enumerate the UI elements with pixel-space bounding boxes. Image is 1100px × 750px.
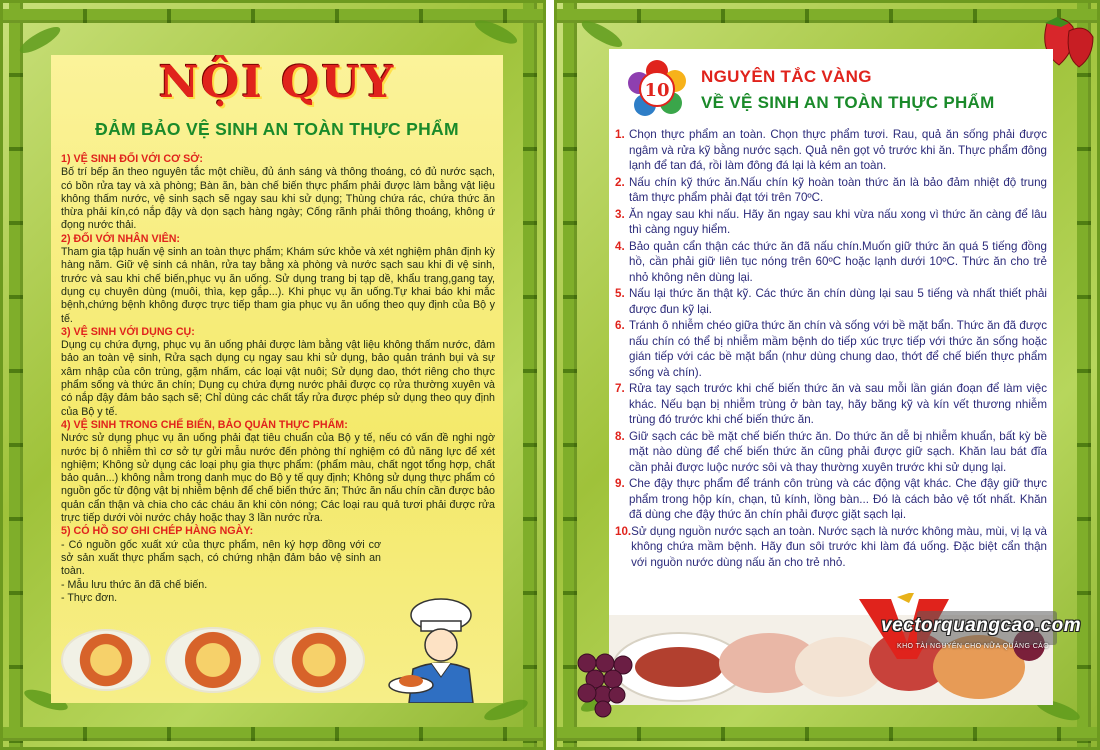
food-plate-image — [165, 627, 261, 693]
record-item: - Có nguồn gốc xuất xứ của thực phẩm, nên ký hợp đồng với cơ sở sản xuất thực phẩm sạch, có chứng nhận đảm bảo vệ sinh an toàn. — [61, 538, 381, 578]
section-1 — [61, 153, 495, 233]
rule-number: 10. — [615, 524, 632, 538]
rule-text: Tránh ô nhiễm chéo giữa thức ăn chín và sống với bề mặt bẩn. Thức ăn đã được nấu chín có thể bị nhiễm mầm bệnh do tiếp xúc trực tiếp với thức ăn sống hoặc gián tiếp với các bề mặt bẩn (như dùng chung dao, thớt để chế biến thực phẩm sống và chín). — [629, 319, 1047, 379]
rule-text: Nấu lại thức ăn thật kỹ. Các thức ăn chín dùng lại sau 5 tiếng và nhất thiết phải được đun kỹ lại. — [629, 287, 1047, 316]
rule-text: Chọn thực phẩm an toàn. Chọn thực phẩm tươi. Rau, quả ăn sống phải được ngâm và rửa kỹ bằng nước sạch. Quả nên gọt vỏ trước khi ăn. Thực phẩm đông lạnh để tan đá, rồi làm đông đá lại là kém an toàn. — [629, 128, 1047, 172]
rule-text: Rửa tay sạch trước khi chế biến thức ăn và sau mỗi lần gián đoạn để làm việc khác. Nếu bạn bị nhiễm trùng ở bàn tay, hãy băng kỹ và kín vết thương nhiễm trùng đó trước khi chế biến thức ăn. — [629, 382, 1047, 426]
logo-number: 10 — [644, 80, 670, 101]
golden-rules-list — [615, 127, 1047, 571]
section-heading: 4) VỆ SINH TRONG CHẾ BIẾN, BẢO QUẢN THỰC PHẨM: — [61, 418, 348, 431]
poster-subtitle: ĐẢM BẢO VỆ SINH AN TOÀN THỰC PHẨM — [95, 119, 459, 139]
rule-text: Nấu chín kỹ thức ăn.Nấu chín kỹ hoàn toàn thức ăn là bảo đảm nhiệt độ trung tâm thực phẩm phải đạt tới trên 70ºC. — [629, 175, 1047, 204]
rule-number: 4. — [615, 239, 625, 253]
rule-number: 7. — [615, 382, 625, 395]
watermark-subtext: KHO TÀI NGUYÊN CHO NỮA QUẢNG CÁO — [897, 643, 1050, 650]
list-item — [615, 127, 1047, 174]
ten-rules-logo-icon — [627, 59, 687, 119]
section-heading: 3) VỆ SINH VỚI DỤNG CỤ: — [61, 325, 195, 338]
section-heading: 2) ĐỐI VỚI NHÂN VIÊN: — [61, 232, 180, 245]
list-item — [615, 381, 1047, 428]
list-item — [615, 318, 1047, 380]
bamboo-frame-bottom — [3, 727, 543, 741]
section-5 — [61, 525, 495, 605]
leaf-icon — [17, 22, 64, 57]
section-body: Bố trí bếp ăn theo nguyên tắc một chiều, đủ ánh sáng và thông thoáng, có đủ nước sạch, có bồn rửa tay và xà phòng; Bàn ăn, bàn chế biến thực phẩm phải được làm bằng vật liệu không thấm nước, vệ sinh sạch sẽ ngay sau khi sử dụng; Thùng chứa rác, chứa thức ăn thừa phải kín,có nắp đậy và dọn sạch hàng ngày; Cống rãnh phải thông thoáng, không ứ đọng nước thải. — [61, 166, 495, 232]
section-body: Dụng cụ chứa đựng, phục vụ ăn uống phải được làm bằng vật liệu không thấm nước, đảm bảo an toàn vệ sinh, Rửa sạch dụng cụ ngay sau khi sử dụng, bảo quản tránh bụi và sự xâm nhập của côn trùng, gặm nhấm, các loại vật nuôi; Sử dụng dao, thớt riêng cho thực phẩm sống và thức ăn chín; Dụng cụ chứa đựng nước phải được cọ rửa thường xuyên và có nắp đậy đảm bảo sạch sẽ; Chỉ dùng các chất tẩy rửa được phép sử dụng theo quy định của Bộ y tế. — [61, 339, 495, 418]
bamboo-frame-left — [9, 3, 23, 747]
rule-number: 1. — [615, 128, 625, 141]
watermark-text: vectorquangcao.com — [881, 615, 1082, 636]
rule-number: 8. — [615, 429, 625, 443]
section-4 — [61, 419, 495, 525]
food-plates-illustration — [61, 623, 361, 695]
bamboo-frame-bottom — [557, 727, 1097, 741]
rule-text: Ăn ngay sau khi nấu. Hãy ăn ngay sau khi vừa nấu xong vì thức ăn càng để lâu thì càng nguy hiểm. — [629, 207, 1047, 236]
rule-text: Bảo quản cẩn thận các thức ăn đã nấu chín.Muốn giữ thức ăn quá 5 tiếng đồng hồ, cần phải giữ liên tục nóng trên 60ºC hoặc lạnh dưới 10ºC. Thức ăn cho trẻ nhỏ không nên dùng lại. — [629, 239, 1047, 284]
list-item — [615, 429, 1047, 476]
section-heading: 5) CÓ HỒ SƠ GHI CHÉP HÀNG NGÀY: — [61, 525, 254, 538]
list-item — [615, 207, 1047, 238]
rule-text: Sử dụng nguồn nước sạch an toàn. Nước sạch là nước không màu, mùi, vị lạ và không chứa mầm bệnh. Hãy đun sôi trước khi làm đá uống. Đặc biệt cẩn thận với nguồn nước dùng nấu ăn cho trẻ nhỏ. — [631, 524, 1047, 569]
rule-number: 3. — [615, 207, 625, 221]
record-item: - Thực đơn. — [61, 591, 118, 604]
rule-text: Che đậy thực phẩm để tránh côn trùng và các động vật khác. Che đậy giữ thực phẩm trong hộp kín, chạn, tủ kính, lồng bàn... Đó là cách bảo vệ tốt nhất. Khăn đã dùng che đậy thức ăn chín phải được giặt sạch lại. — [629, 477, 1047, 521]
golden-rules-subtitle: VỀ VỆ SINH AN TOÀN THỰC PHẨM — [701, 93, 995, 112]
rule-number: 6. — [615, 319, 625, 332]
section-body: Nước sử dụng phục vụ ăn uống phải đạt tiêu chuẩn của Bộ y tế, nếu có vấn đề nghi ngờ nước bị ô nhiễm thì cơ sở tự gửi mẫu nước đến phòng thí nghiệm có đủ năng lực để xét nghiệm; Không sử dụng các loại phụ gia thực phẩm: (phẩm màu, chất ngọt tổng hợp, chất bảo quản...) không nằm trong danh mục do Bộ y tế quy định; Không sử dụng thực phẩm có nguồn gốc từ động vật bị nhiễm bệnh để chế biến thức ăn; Thức ăn nấu chín cần được bảo quản cẩn thận và chia cho các cháu ăn khi còn nóng; Các loại rau quả tươi phải được rửa trực tiếp dưới vòi nước chảy hoặc thay 3 lần nước rửa. — [61, 432, 495, 525]
list-item — [615, 476, 1047, 523]
list-item — [615, 175, 1047, 206]
list-item — [615, 524, 1047, 571]
rule-number: 5. — [615, 287, 625, 300]
noi-quy-poster — [0, 0, 546, 750]
grapes-icon — [567, 643, 637, 723]
golden-rules-title: NGUYÊN TẮC VÀNG — [701, 67, 872, 86]
rule-text: Giữ sạch các bề mặt chế biến thức ăn. Do thức ăn dễ bị nhiễm khuẩn, bất kỳ bề mặt nào dùng để chế biến thức ăn cũng phải được giữ sạch. Khăn lau bát đĩa cần phải được luộc nước sôi và thay thường xuyên trước khi sử dụng lại. — [629, 429, 1047, 474]
section-body: Tham gia tập huấn vệ sinh an toàn thực phẩm; Khám sức khỏe và xét nghiệm phân định kỳ hàng năm. Giữ vệ sinh cá nhân, rửa tay bằng xà phòng và nước sạch sau khi đi vệ sinh, trước và sau khi chế biến,phục vụ ăn uống. Sử dụng trang bị tạp dề, khẩu trang,gang tay, dụng cụ chuyên dùng (muôi, thìa, kẹp gắp...). Khi phục vụ ăn uống.Tự khai báo khi mắc bệnh,chứng bệnh không được trực tiếp tham gia phục vụ ăn uống theo quy định của Bộ y tế. — [61, 246, 495, 325]
bamboo-frame-right — [523, 3, 537, 747]
bamboo-frame-left — [563, 3, 577, 747]
rule-number: 9. — [615, 477, 625, 490]
food-plate-image — [273, 627, 365, 693]
rule-number: 2. — [615, 175, 625, 189]
section-3 — [61, 326, 495, 419]
list-item — [615, 239, 1047, 286]
list-item — [615, 286, 1047, 317]
record-item: - Mẫu lưu thức ăn đã chế biến. — [61, 578, 208, 591]
poster-title: NỘI QUY — [158, 57, 396, 108]
section-2 — [61, 233, 495, 326]
section-heading: 1) VỆ SINH ĐỐI VỚI CƠ SỞ: — [61, 153, 203, 165]
golden-rules-poster — [554, 0, 1100, 750]
food-plate-image — [61, 629, 151, 691]
chef-illustration — [381, 597, 501, 703]
bamboo-frame-top — [557, 9, 1097, 23]
noi-quy-panel — [51, 55, 503, 703]
rules-content — [61, 153, 495, 605]
bamboo-frame-top — [3, 9, 543, 23]
